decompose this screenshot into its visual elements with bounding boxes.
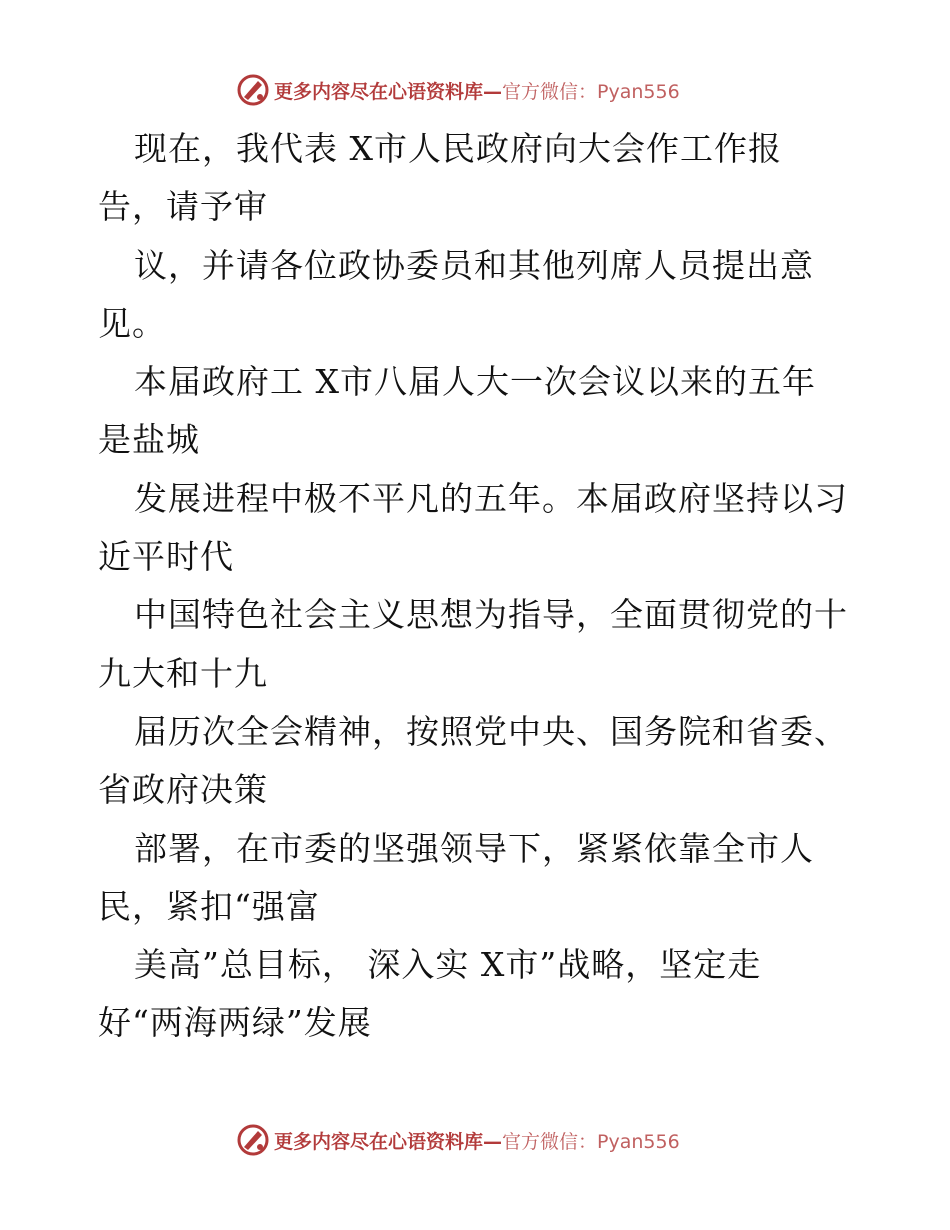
- text-line: 议，并请各位政协委员和其他列席人员提出意: [134, 245, 814, 285]
- text-line: 九大和十九: [98, 653, 268, 693]
- text-line: 美高”总目标， 深入实 X市”战略，坚定走: [134, 945, 762, 985]
- text-line: 民，紧扣“强富: [98, 886, 320, 926]
- text-line: 发展进程中极不平凡的五年。本届政府坚持以习: [134, 478, 848, 518]
- text-line: 中国特色社会主义思想为指导，全面贯彻党的十: [134, 595, 848, 635]
- logo-icon: [236, 73, 270, 107]
- banner-wechat: 官方微信：Pyan556: [502, 1130, 680, 1153]
- text-line: 省政府决策: [98, 770, 268, 810]
- text-line: 是盐城: [98, 420, 200, 460]
- banner-text: 更多内容尽在心语资料库—官方微信：Pyan556: [274, 1130, 680, 1153]
- footer-banner: [236, 1122, 716, 1158]
- header-banner: [236, 72, 716, 108]
- text-line: 现在，我代表 X市人民政府向大会作工作报: [134, 129, 782, 168]
- banner-text: 更多内容尽在心语资料库—官方微信：Pyan556: [274, 80, 680, 103]
- text-line: 见。: [98, 303, 166, 343]
- document-body: [98, 120, 858, 1053]
- text-line: 好“两海两绿”发展: [98, 1003, 372, 1043]
- text-line: 告，请予审: [98, 187, 268, 227]
- banner-wechat: 官方微信：Pyan556: [502, 80, 680, 103]
- logo-icon: [236, 1123, 270, 1157]
- text-line: 部署，在市委的坚强领导下，紧紧依靠全市人: [134, 828, 814, 868]
- text-line: 届历次全会精神，按照党中央、国务院和省委、: [134, 711, 848, 751]
- text-line: 近平时代: [98, 537, 234, 577]
- text-line: 本届政府工 X市八届人大一次会议以来的五年: [134, 362, 816, 402]
